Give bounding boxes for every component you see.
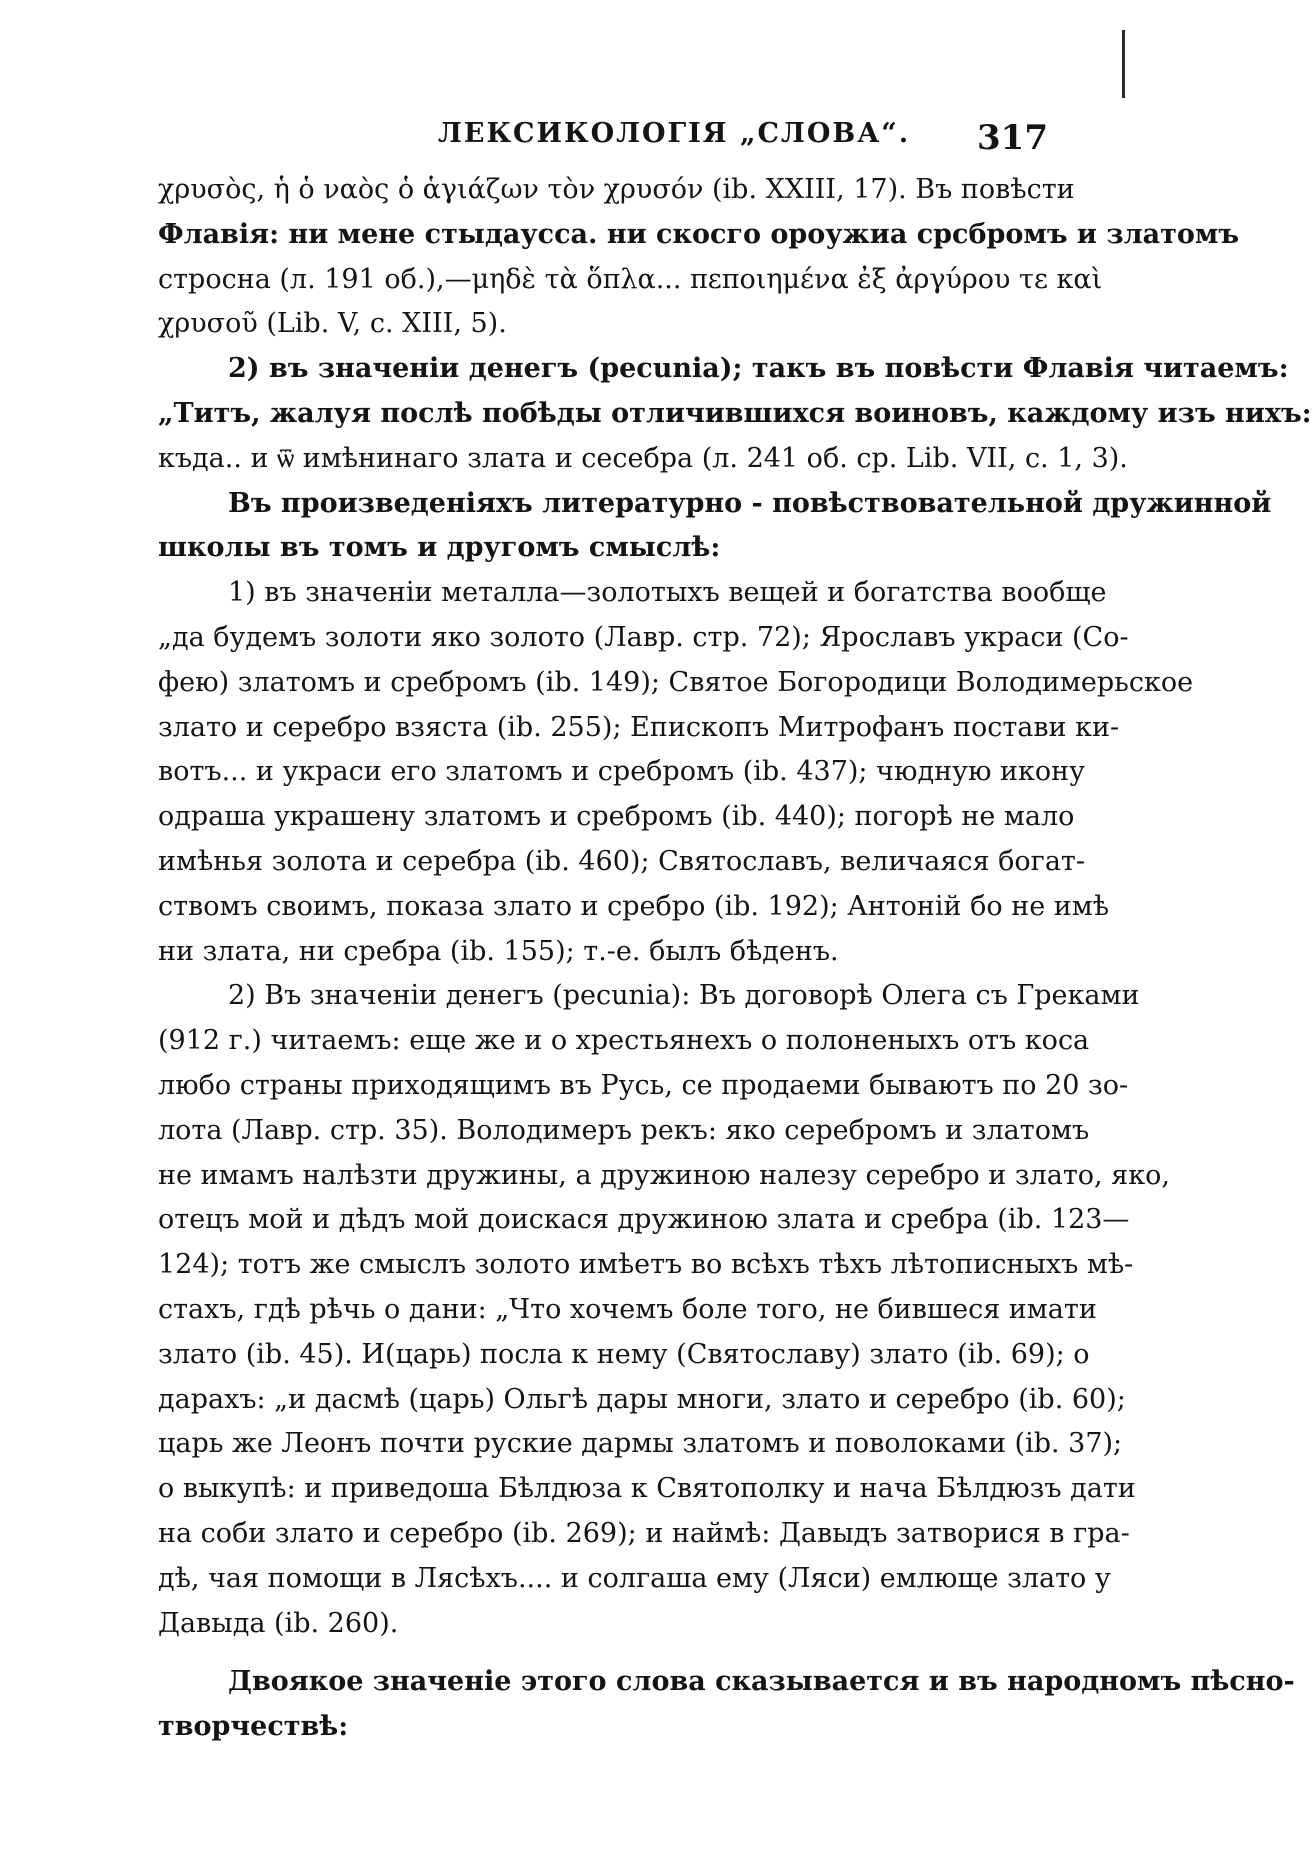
text-line: Въ произведеніяхъ литературно - повѣствовательной дружинной	[228, 487, 1272, 519]
text-line: творчествѣ:	[158, 1711, 349, 1743]
text-line: (912 г.) читаемъ: еще же и о хрестьянехъ о полоненыхъ отъ коса	[158, 1025, 1090, 1057]
text-line: 1) въ значеніи металла—золотыхъ вещей и богатства вообще	[228, 577, 1107, 609]
text-line: царь же Леонъ почти руские дармы златомъ и поволоками (ib. 37);	[158, 1428, 1123, 1460]
body-text	[158, 168, 1312, 1750]
text-line: вотъ... и украси его златомъ и сребромъ (ib. 437); чюдную икону	[158, 756, 1086, 788]
text-line: 2) въ значеніи денегъ (pecunia); такъ въ повѣсти Флавія читаемъ:	[228, 353, 1289, 385]
text-line: фею) златомъ и сребромъ (ib. 149); Святое Богородици Володимерьское	[158, 666, 1194, 698]
running-title: ЛЕКСИКОЛОГІЯ „СЛОВА“.	[438, 118, 911, 149]
text-line: дарахъ: „и дасмѣ (царь) Ольгѣ дары многи, злато и серебро (ib. 60);	[158, 1383, 1126, 1415]
text-line: Давыда (ib. 260).	[158, 1607, 399, 1639]
text-line: Флавія: ни мене стыдаусса. ни скосго ороужиа срсбромъ и златомъ	[158, 218, 1240, 250]
page-number: 317	[977, 118, 1048, 158]
text-line: не имамъ налѣзти дружины, а дружиною налезу серебро и злато, яко,	[158, 1159, 1170, 1191]
text-line: отецъ мой и дѣдъ мой доискася дружиною злата и сребра (ib. 123—	[158, 1204, 1130, 1236]
text-line: о выкупѣ: и приведоша Бѣлдюза к Святополку и нача Бѣлдюзъ дати	[158, 1473, 1136, 1505]
text-line: къда.. и ѿ имѣнинаго злата и сесебра (л. 241 об. ср. Lib. VII, c. 1, 3).	[158, 442, 1128, 474]
text-line: дѣ, чая помощи в Лясѣхъ.... и солгаша ему (Ляси) емлюще злато у	[158, 1562, 1111, 1594]
page-header	[210, 118, 1048, 162]
margin-rule	[1122, 30, 1125, 98]
text-line: имѣнья золота и серебра (ib. 460); Святославъ, величаяся богат-	[158, 845, 1085, 877]
text-line: „да будемъ золоти яко золото (Лавр. стр. 72); Ярославъ украси (Со-	[158, 621, 1129, 653]
text-line: школы въ томъ и другомъ смыслѣ:	[158, 532, 721, 564]
text-line: Двоякое значеніе этого слова сказывается и въ народномъ пѣсно-	[228, 1666, 1295, 1698]
text-line: лота (Лавр. стр. 35). Володимеръ рекъ: яко серебромъ и златомъ	[158, 1114, 1090, 1146]
text-line: χρυσοῦ (Lib. V, c. XIII, 5).	[158, 308, 507, 340]
text-line: 2) Въ значеніи денегъ (pecunia): Въ договорѣ Олега съ Греками	[228, 980, 1140, 1012]
text-line: „Титъ, жалуя послѣ побѣды отличившихся воиновъ, каждому изъ нихъ:	[158, 397, 1312, 429]
text-line: χρυσὸς, ἡ ὁ ναὸς ὁ ἁγιάζων τὸν χρυσόν (ib. XXIII, 17). Въ повѣсти	[158, 174, 1075, 205]
text-line: одраша украшену златомъ и сребромъ (ib. 440); погорѣ не мало	[158, 801, 1075, 833]
text-line: злато (ib. 45). И(царь) посла к нему (Святославу) злато (ib. 69); о	[158, 1338, 1090, 1370]
text-line: ствомъ своимъ, показа злато и сребро (ib. 192); Антоній бо не имѣ	[158, 890, 1110, 922]
text-line: любо страны приходящимъ въ Русь, се продаеми бываютъ по 20 зо-	[158, 1069, 1129, 1101]
text-line: ни злата, ни сребра (ib. 155); т.-е. былъ бѣденъ.	[158, 935, 839, 967]
text-line: злато и серебро взяста (ib. 255); Епископъ Митрофанъ постави ки-	[158, 711, 1120, 743]
text-line: стросна (л. 191 об.),—μηδὲ τὰ ὅπλα... πεποιημένα ἐξ ἀργύρου τε καὶ	[158, 263, 1103, 295]
text-line: стахъ, гдѣ рѣчь о дани: „Что хочемъ боле того, не бившеся имати	[158, 1293, 1097, 1325]
text-line: 124); тотъ же смыслъ золото имѣетъ во всѣхъ тѣхъ лѣтописныхъ мѣ-	[158, 1249, 1134, 1281]
text-line: на соби злато и серебро (ib. 269); и наймѣ: Давыдъ затворися в гра-	[158, 1517, 1130, 1549]
